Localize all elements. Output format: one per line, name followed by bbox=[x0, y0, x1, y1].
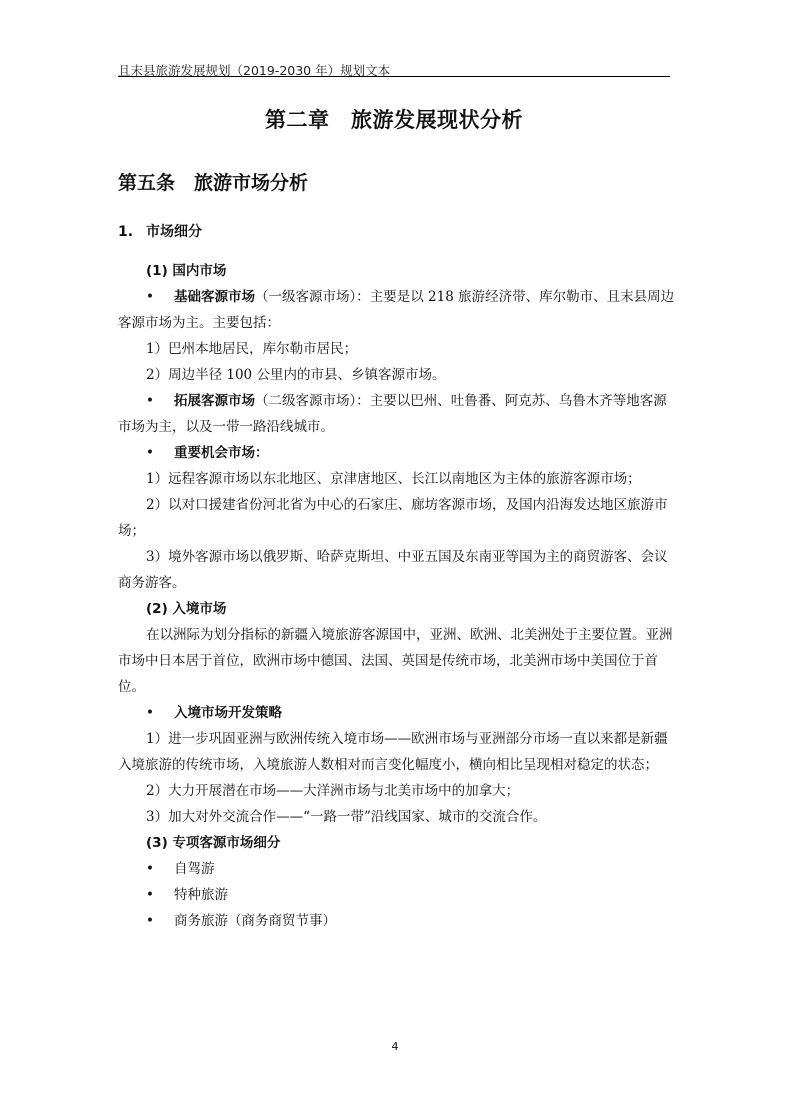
bullet-icon: • bbox=[146, 913, 154, 929]
list-item bbox=[118, 908, 678, 934]
list-item: 3）境外客源市场以俄罗斯、哈萨克斯坦、中亚五国及东南亚等国为主的商贸游客、会议商务游客。 bbox=[118, 549, 668, 591]
bullet-label: 拓展客源市场 bbox=[174, 393, 255, 409]
bullet-icon: • bbox=[146, 289, 154, 305]
inbound-paragraph: 在以洲际为划分指标的新疆入境旅游客源国中，亚洲、欧洲、北美洲处于主要位置。亚洲市场中日本居于首位，欧洲市场中德国、法国、英国是传统市场，北美洲市场中美国位于首位。 bbox=[118, 627, 673, 695]
header-rule bbox=[118, 76, 670, 77]
bullet-basic-market bbox=[118, 284, 678, 336]
document-body bbox=[118, 258, 678, 934]
bullet-text: （二级客源市场）：主要以巴州、吐鲁番、阿克苏、乌鲁木齐等地客源市场为主，以及一带一路沿线城市。 bbox=[118, 393, 667, 435]
bullet-label: 基础客源市场 bbox=[174, 289, 255, 305]
special-heading: (3) 专项客源市场细分 bbox=[146, 835, 281, 851]
list-item: 1）巴州本地居民，库尔勒市居民； bbox=[146, 341, 358, 357]
list-item: 1）远程客源市场以东北地区、京津唐地区、长江以南地区为主体的旅游客源市场； bbox=[146, 471, 641, 487]
bullet-icon: • bbox=[146, 393, 154, 409]
page-number: 4 bbox=[391, 1040, 399, 1053]
list-item: 2）周边半径 100 公里内的市县、乡镇客源市场。 bbox=[146, 367, 446, 383]
bullet-icon: • bbox=[146, 861, 154, 877]
list-item-text: 自驾游 bbox=[174, 861, 215, 877]
bullet-label: 入境市场开发策略 bbox=[174, 705, 282, 721]
list-item: 1）进一步巩固亚洲与欧洲传统入境市场——欧洲市场与亚洲部分市场一直以来都是新疆入境旅游的传统市场，入境旅游人数相对而言变化幅度小，横向相比呈现相对稳定的状态； bbox=[118, 731, 668, 773]
bullet-opportunity-market bbox=[118, 440, 678, 466]
list-item bbox=[118, 856, 678, 882]
bullet-inbound-strategy bbox=[118, 700, 678, 726]
list-item-text: 特种旅游 bbox=[174, 887, 228, 903]
list-item bbox=[118, 882, 678, 908]
section-title: 第五条 旅游市场分析 bbox=[118, 172, 309, 194]
inbound-heading: (2) 入境市场 bbox=[146, 601, 227, 617]
subsection-heading bbox=[118, 221, 202, 241]
bullet-icon: • bbox=[146, 887, 154, 903]
list-item-text: 商务旅游（商务商贸节事） bbox=[174, 913, 336, 929]
chapter-title: 第二章 旅游发展现状分析 bbox=[265, 108, 523, 132]
bullet-label: 重要机会市场： bbox=[174, 445, 269, 461]
bullet-text: （一级客源市场）：主要是以 218 旅游经济带、库尔勒市、且末县周边客源市场为主。主要包括： bbox=[118, 289, 675, 331]
bullet-icon: • bbox=[146, 445, 154, 461]
list-item: 2）大力开展潜在市场——大洋洲市场与北美市场中的加拿大； bbox=[146, 783, 520, 799]
domestic-heading: (1) 国内市场 bbox=[146, 263, 227, 279]
subsection-title: 市场细分 bbox=[146, 224, 202, 240]
bullet-expand-market bbox=[118, 388, 678, 440]
subsection-number: 1. bbox=[118, 224, 134, 240]
list-item: 2）以对口援建省份河北省为中心的石家庄、廊坊客源市场，及国内沿海发达地区旅游市场； bbox=[118, 497, 668, 539]
bullet-icon: • bbox=[146, 705, 154, 721]
document-header: 且末县旅游发展规划（2019-2030 年）规划文本 bbox=[118, 63, 391, 78]
list-item: 3）加大对外交流合作——“一路一带”沿线国家、城市的交流合作。 bbox=[146, 809, 547, 825]
